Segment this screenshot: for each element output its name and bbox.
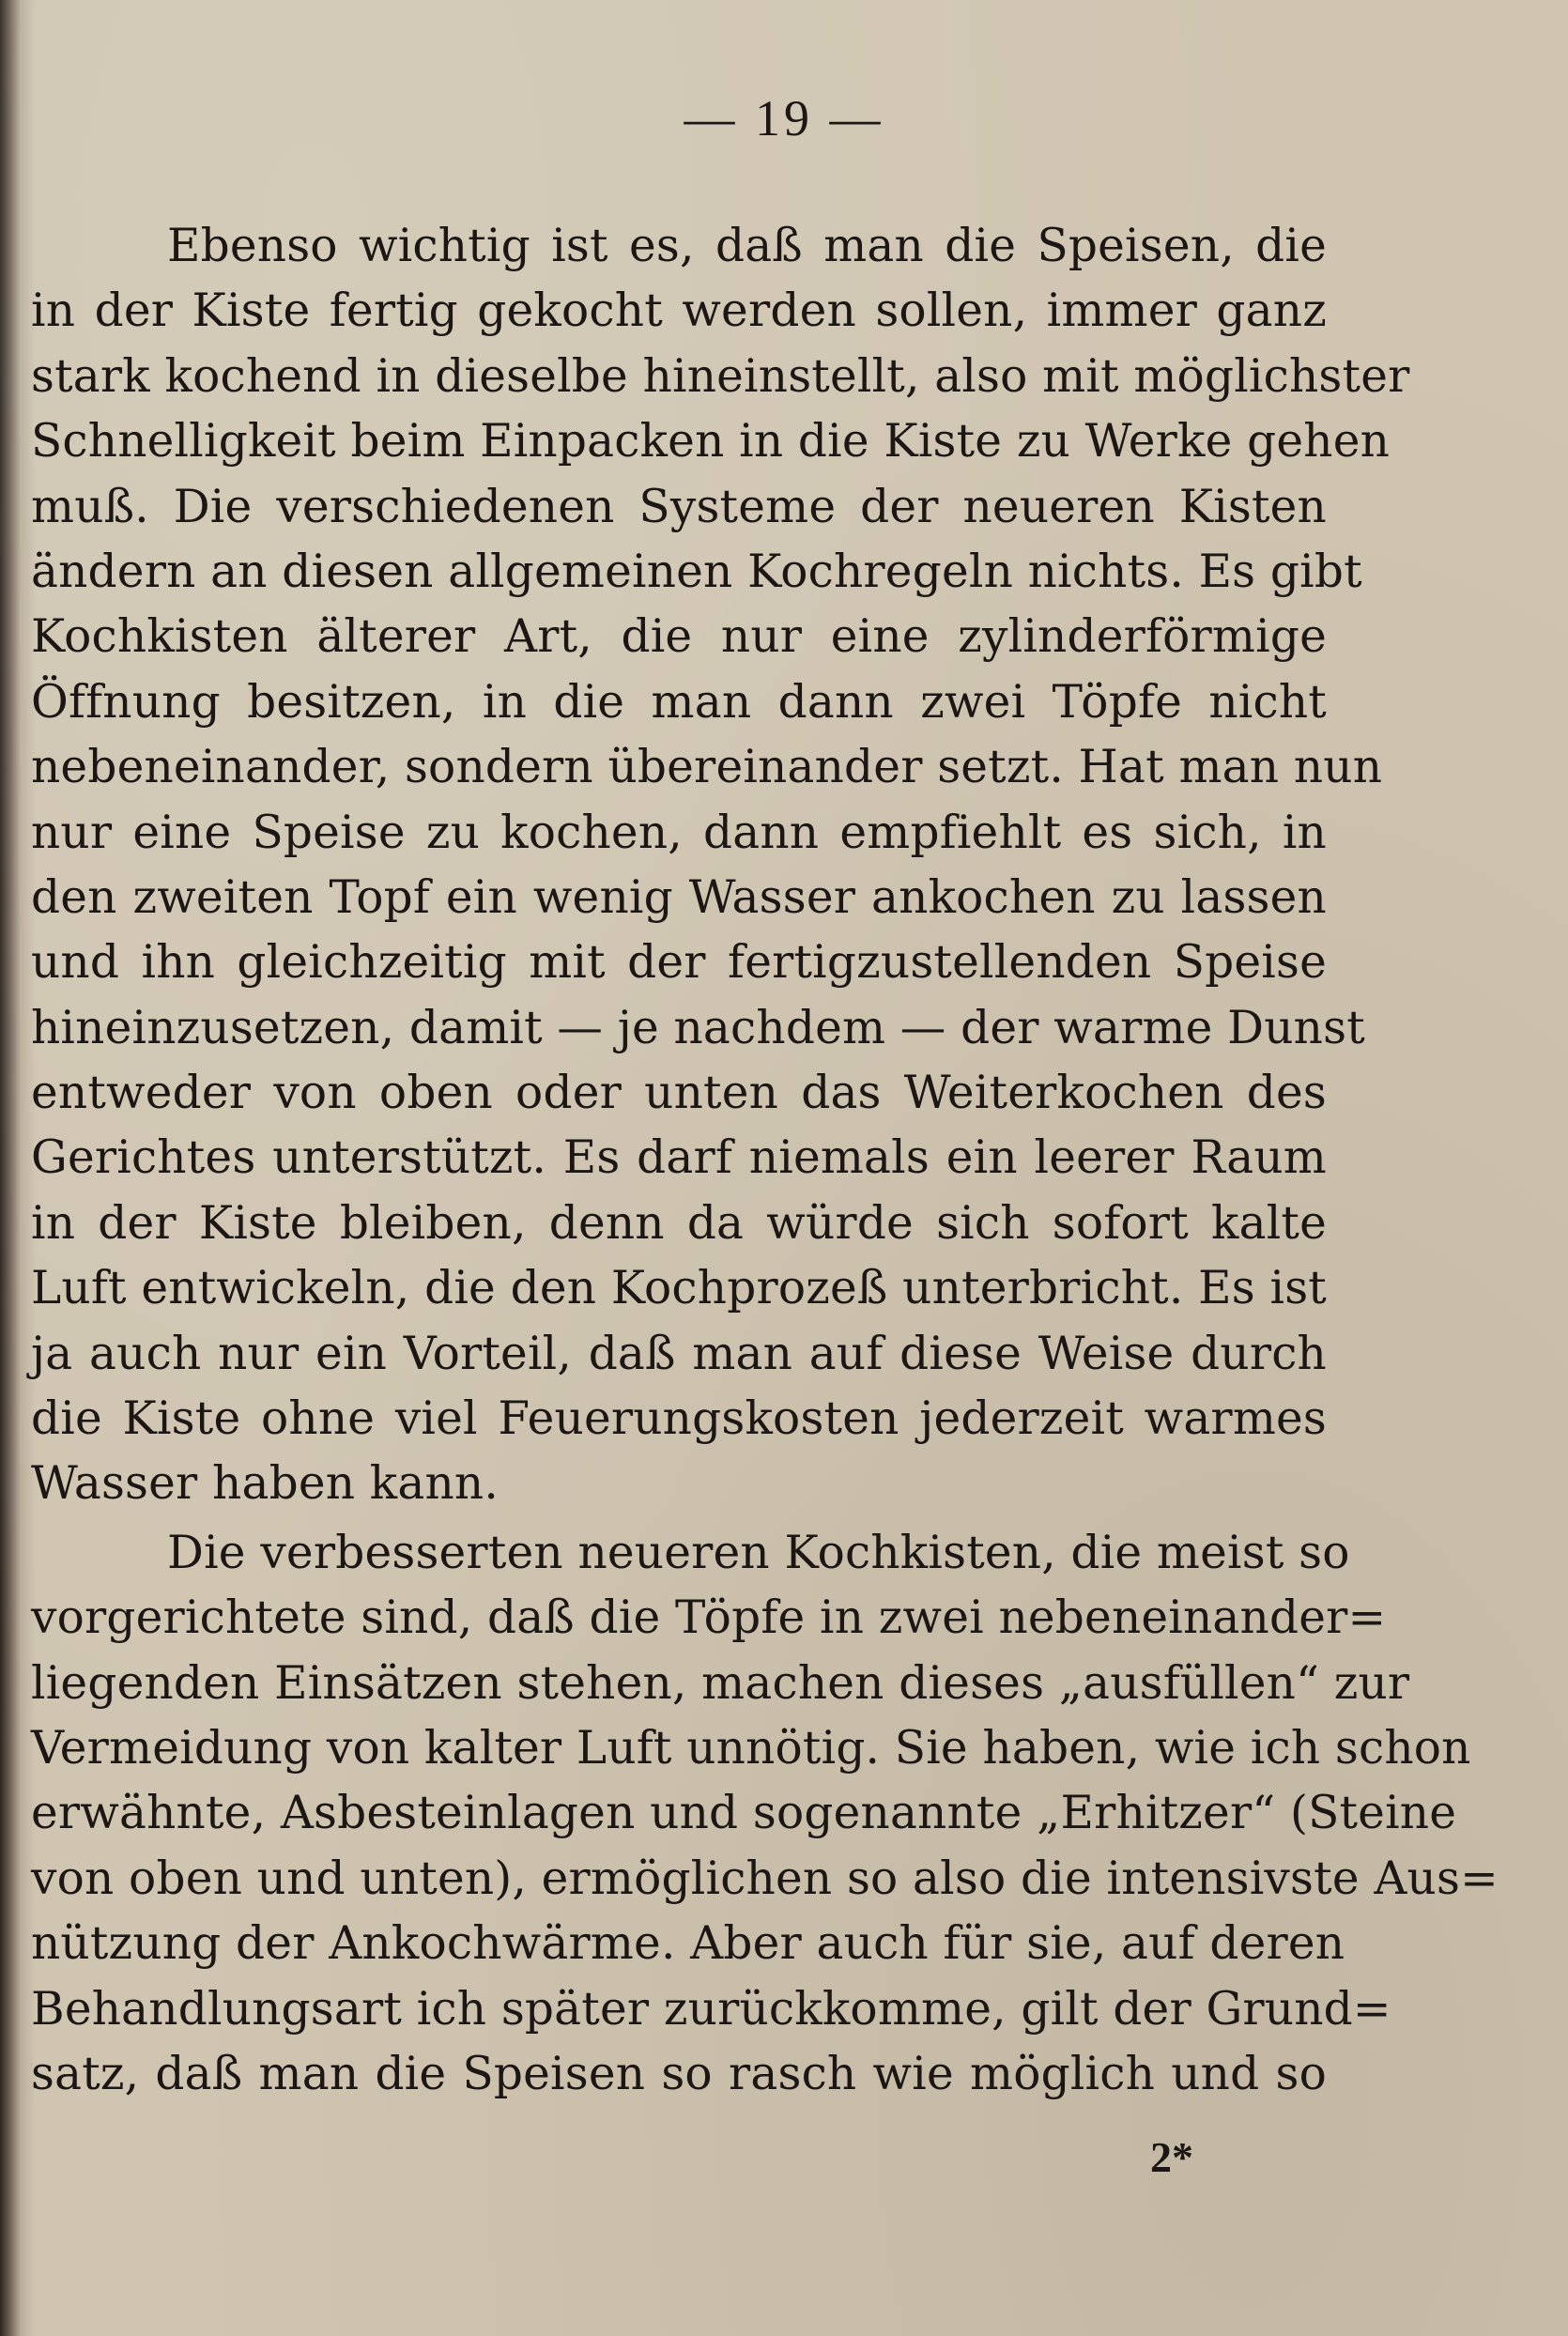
text-line: Gerichtes unterstützt. Es darf niemals ein leerer Raum [31,1131,1327,1185]
text-line: von oben und unten), ermöglichen so also die intensivste Aus= [31,1852,1499,1905]
body-text [31,214,1499,2111]
text-line: Öffnung besitzen, in die man dann zwei Töpfe nicht [31,675,1327,729]
text-line: ändern an diesen allgemeinen Kochregeln nichts. Es gibt [31,545,1362,598]
text-line: entweder von oben oder unten das Weiterkochen des [31,1067,1327,1120]
page-number-header: — 19 — [684,90,884,146]
text-line: stark kochend in dieselbe hineinstellt, also mit möglichster [31,349,1410,403]
text-line: Schnelligkeit beim Einpacken in die Kiste zu Werke gehen [31,415,1391,469]
text-line: satz, daß man die Speisen so rasch wie möglich und so [31,2047,1327,2100]
text-line: Luft entwickeln, die den Kochprozeß unterbricht. Es ist [31,1262,1327,1315]
text-line: die Kiste ohne viel Feuerungskosten jederzeit warmes [31,1392,1327,1446]
text-line: vorgerichtete sind, daß die Töpfe in zwei nebeneinander= [31,1591,1387,1645]
text-line: Ebenso wichtig ist es, daß man die Speisen, die [167,220,1327,272]
text-line: erwähnte, Asbesteinlagen und sogenannte „Erhitzer“ (Steine [31,1787,1457,1840]
text-line: ja auch nur ein Vorteil, daß man auf diese Weise durch [31,1327,1327,1380]
text-line: Wasser haben kann. [31,1457,499,1511]
paragraph-2 [31,1521,1499,2108]
text-line: Vermeidung von kalter Luft unnötig. Sie haben, wie ich schon [31,1721,1471,1775]
text-line: muß. Die verschiedenen Systeme der neueren Kisten [31,480,1327,533]
paragraph-1 [31,214,1410,1517]
text-line: liegenden Einsätzen stehen, machen dieses „ausfüllen“ zur [31,1656,1410,1710]
text-line: nützung der Ankochwärme. Aber auch für sie, auf deren [31,1917,1345,1971]
text-line: und ihn gleichzeitig mit der fertigzustellenden Speise [31,936,1327,990]
text-line: Die verbesserten neueren Kochkisten, die meist so [167,1526,1350,1579]
text-line: nebeneinander, sondern übereinander setzt. Hat man nun [31,741,1383,794]
text-line: hineinzusetzen, damit — je nachdem — der warme Dunst [31,1001,1365,1054]
text-line: nur eine Speise zu kochen, dann empfiehlt es sich, in [31,806,1327,859]
text-line: Behandlungsart ich später zurückkomme, gilt der Grund= [31,1982,1391,2036]
signature-mark: 2* [1150,2133,1193,2181]
text-line: den zweiten Topf ein wenig Wasser ankochen zu lassen [31,870,1327,924]
text-line: in der Kiste fertig gekocht werden sollen, immer ganz [31,284,1327,338]
text-line: in der Kiste bleiben, denn da würde sich sofort kalte [31,1196,1327,1250]
text-line: Kochkisten älterer Art, die nur eine zylinderförmige [31,610,1327,664]
